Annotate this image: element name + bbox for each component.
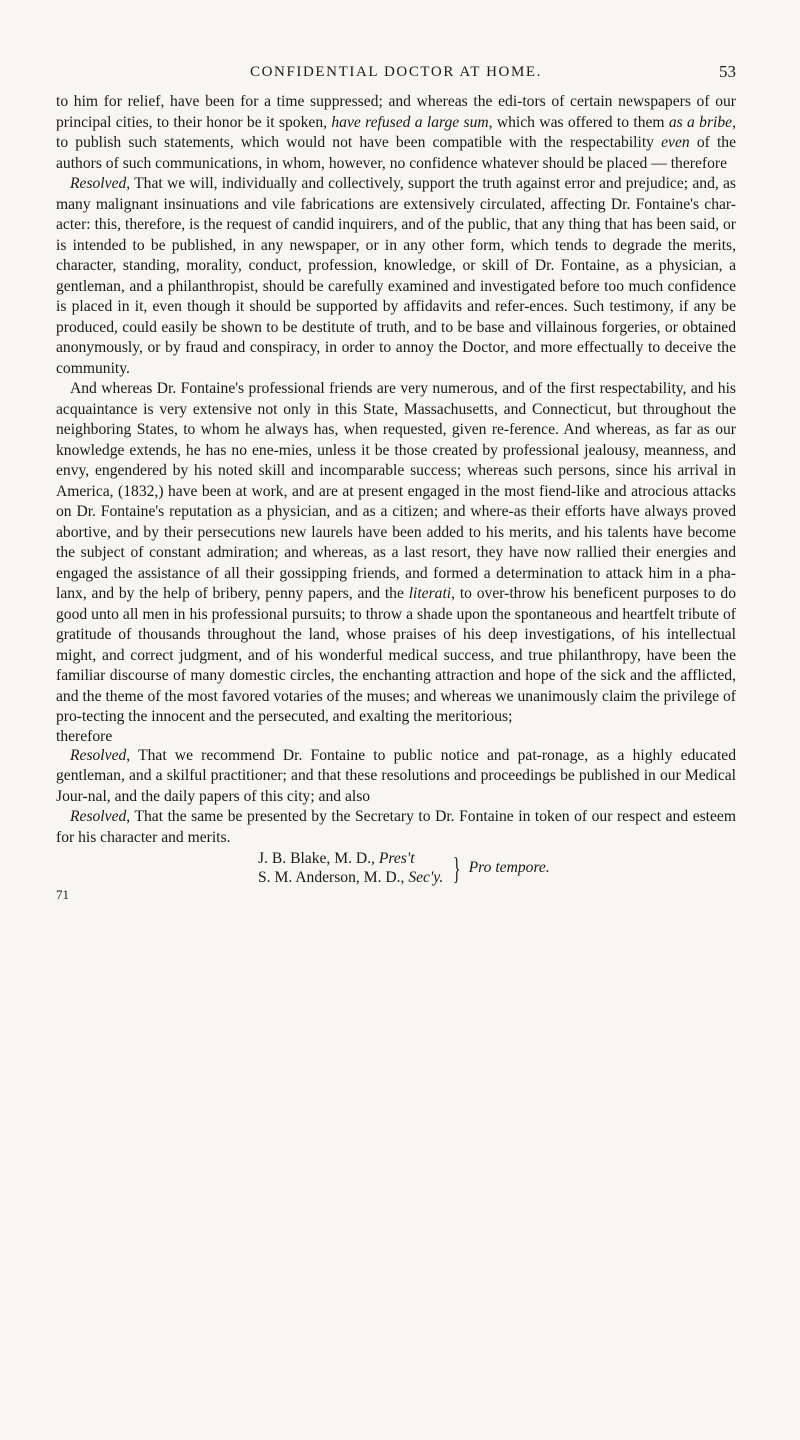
paragraph xyxy=(56,746,736,808)
italic-text: literati xyxy=(408,585,452,602)
text-run: , That we recommend Dr. Fontaine to public notice and pat-ronage, as a highly educated gentleman, and a skilful practitioner; and that these resolutions and proceedings be published in our Medical Jour-nal, and the daily papers of this city; and also xyxy=(56,746,736,805)
running-head: CONFIDENTIAL DOCTOR AT HOME. xyxy=(249,64,543,80)
page-header xyxy=(56,62,736,86)
president-name: J. B. Blake, M. D., xyxy=(258,850,379,867)
signature-line xyxy=(258,849,443,868)
text-run: , to over-throw his beneficent purposes to do good unto all men in his professional pursuits; to throw a shade upon the spontaneous and heartfelt tribute of gratitude of thousands throughout the land, whose praises of his deep investigations, of his intellectual might, and correct judgment, and of his wonderful medical success, and true philanthropy, have been the familiar discourse of many domestic circles, the enchanting attraction and hope of the sick and the afflicted, and the theme of the most favored votaries of the muses; and whereas we unanimously claim the privilege of pro-tecting the innocent and the persecuted, and exalting the meritorious; xyxy=(56,585,736,725)
text-run: , to publish such statements, which would not have been compatible with the respectability xyxy=(56,113,736,151)
signature-mark: 71 xyxy=(56,887,69,902)
secretary-name: S. M. Anderson, M. D., xyxy=(258,869,409,886)
text-run: to him for relief, have been for a time suppressed; and whereas the edi-tors of certain newspapers of our principal cities, to their honor be it spoken, xyxy=(56,93,736,131)
italic-text: Resolved xyxy=(70,808,127,825)
body-text xyxy=(56,92,736,903)
italic-text: Resolved xyxy=(70,175,127,192)
brace-icon: } xyxy=(453,850,461,886)
paragraph xyxy=(56,92,736,174)
secretary-title: Sec'y. xyxy=(408,869,444,886)
president-title: Pres't xyxy=(378,850,415,867)
signature-names xyxy=(258,849,443,887)
text-run: , That we will, individually and collectively, support the truth against error and prejudice; and, as many malignant insinuations and vile fabrications are extensively circulated, affecting Dr. Fontaine's char-acter: this, therefore, is the request of candid inquirers, and of the public, that any thing that has been said, or is intended to be published, in any newspaper, or in any other form, which tends to degrade the merits, character, standing, morality, conduct, profession, knowledge, or skill of Dr. Fontaine, as a physician, a gentleman, and a philanthropist, should be carefully examined and investigated before too much confidence is placed in it, even though it should be supported by affidavits and refer-ences. Such testimony, if any be produced, could easily be shown to be destitute of truth, and to be base and villainous forgeries, or obtained anonymously, or by fraud and conspiracy, in order to annoy the Doctor, and more effectually to deceive the community. xyxy=(56,175,736,377)
italic-text: have refused a large sum xyxy=(331,113,489,131)
paragraph xyxy=(56,728,736,746)
paragraph xyxy=(56,174,736,379)
text-run: And whereas Dr. Fontaine's professional friends are very numerous, and of the first respectability, and his acquaintance is very extensive not only in this State, Massachusetts, and Connecticut, but throughout the neighboring States, to whom he always has, when requested, given re-ference. And whereas, as far as our knowledge extends, he has no ene-mies, unless it be those created by professional jealousy, meanness, and envy, engendered by his noted skill and incomparable success; whereas such persons, since his arrival in America, (1832,) have been at work, and are at present engaged in the most fiend-like and atrocious attacks on Dr. Fontaine's reputation as a physician, and as a citizen; and where-as their efforts have always proved abortive, and by their persecutions new laurels have been added to his merits, and his talents have become the subject of constant admiration; and whereas, as a last resort, they have now rallied their energies and engaged the assistance of all their gossipping friends, and formed a determination to attack him in a pha-lanx, and by the help of bribery, penny papers, and the xyxy=(56,380,736,602)
paragraph xyxy=(56,807,736,848)
pro-tempore-note: Pro tempore. xyxy=(468,859,550,876)
italic-text: as a bribe xyxy=(668,113,733,131)
text-run: , which was offered to them xyxy=(488,113,669,131)
text-run: , That the same be presented by the Secretary to Dr. Fontaine in token of our respect and esteem for his character and merits. xyxy=(56,808,736,846)
text-run: of the authors of such communications, in whom, however, no confidence whatever should be placed — therefore xyxy=(56,134,737,172)
signature-line xyxy=(258,868,443,887)
page-number: 53 xyxy=(719,62,736,81)
italic-text: Resolved xyxy=(70,746,127,764)
italic-text: even xyxy=(661,134,690,151)
text-run: therefore xyxy=(56,727,113,745)
signature-block xyxy=(56,849,736,887)
paragraph xyxy=(56,379,736,728)
